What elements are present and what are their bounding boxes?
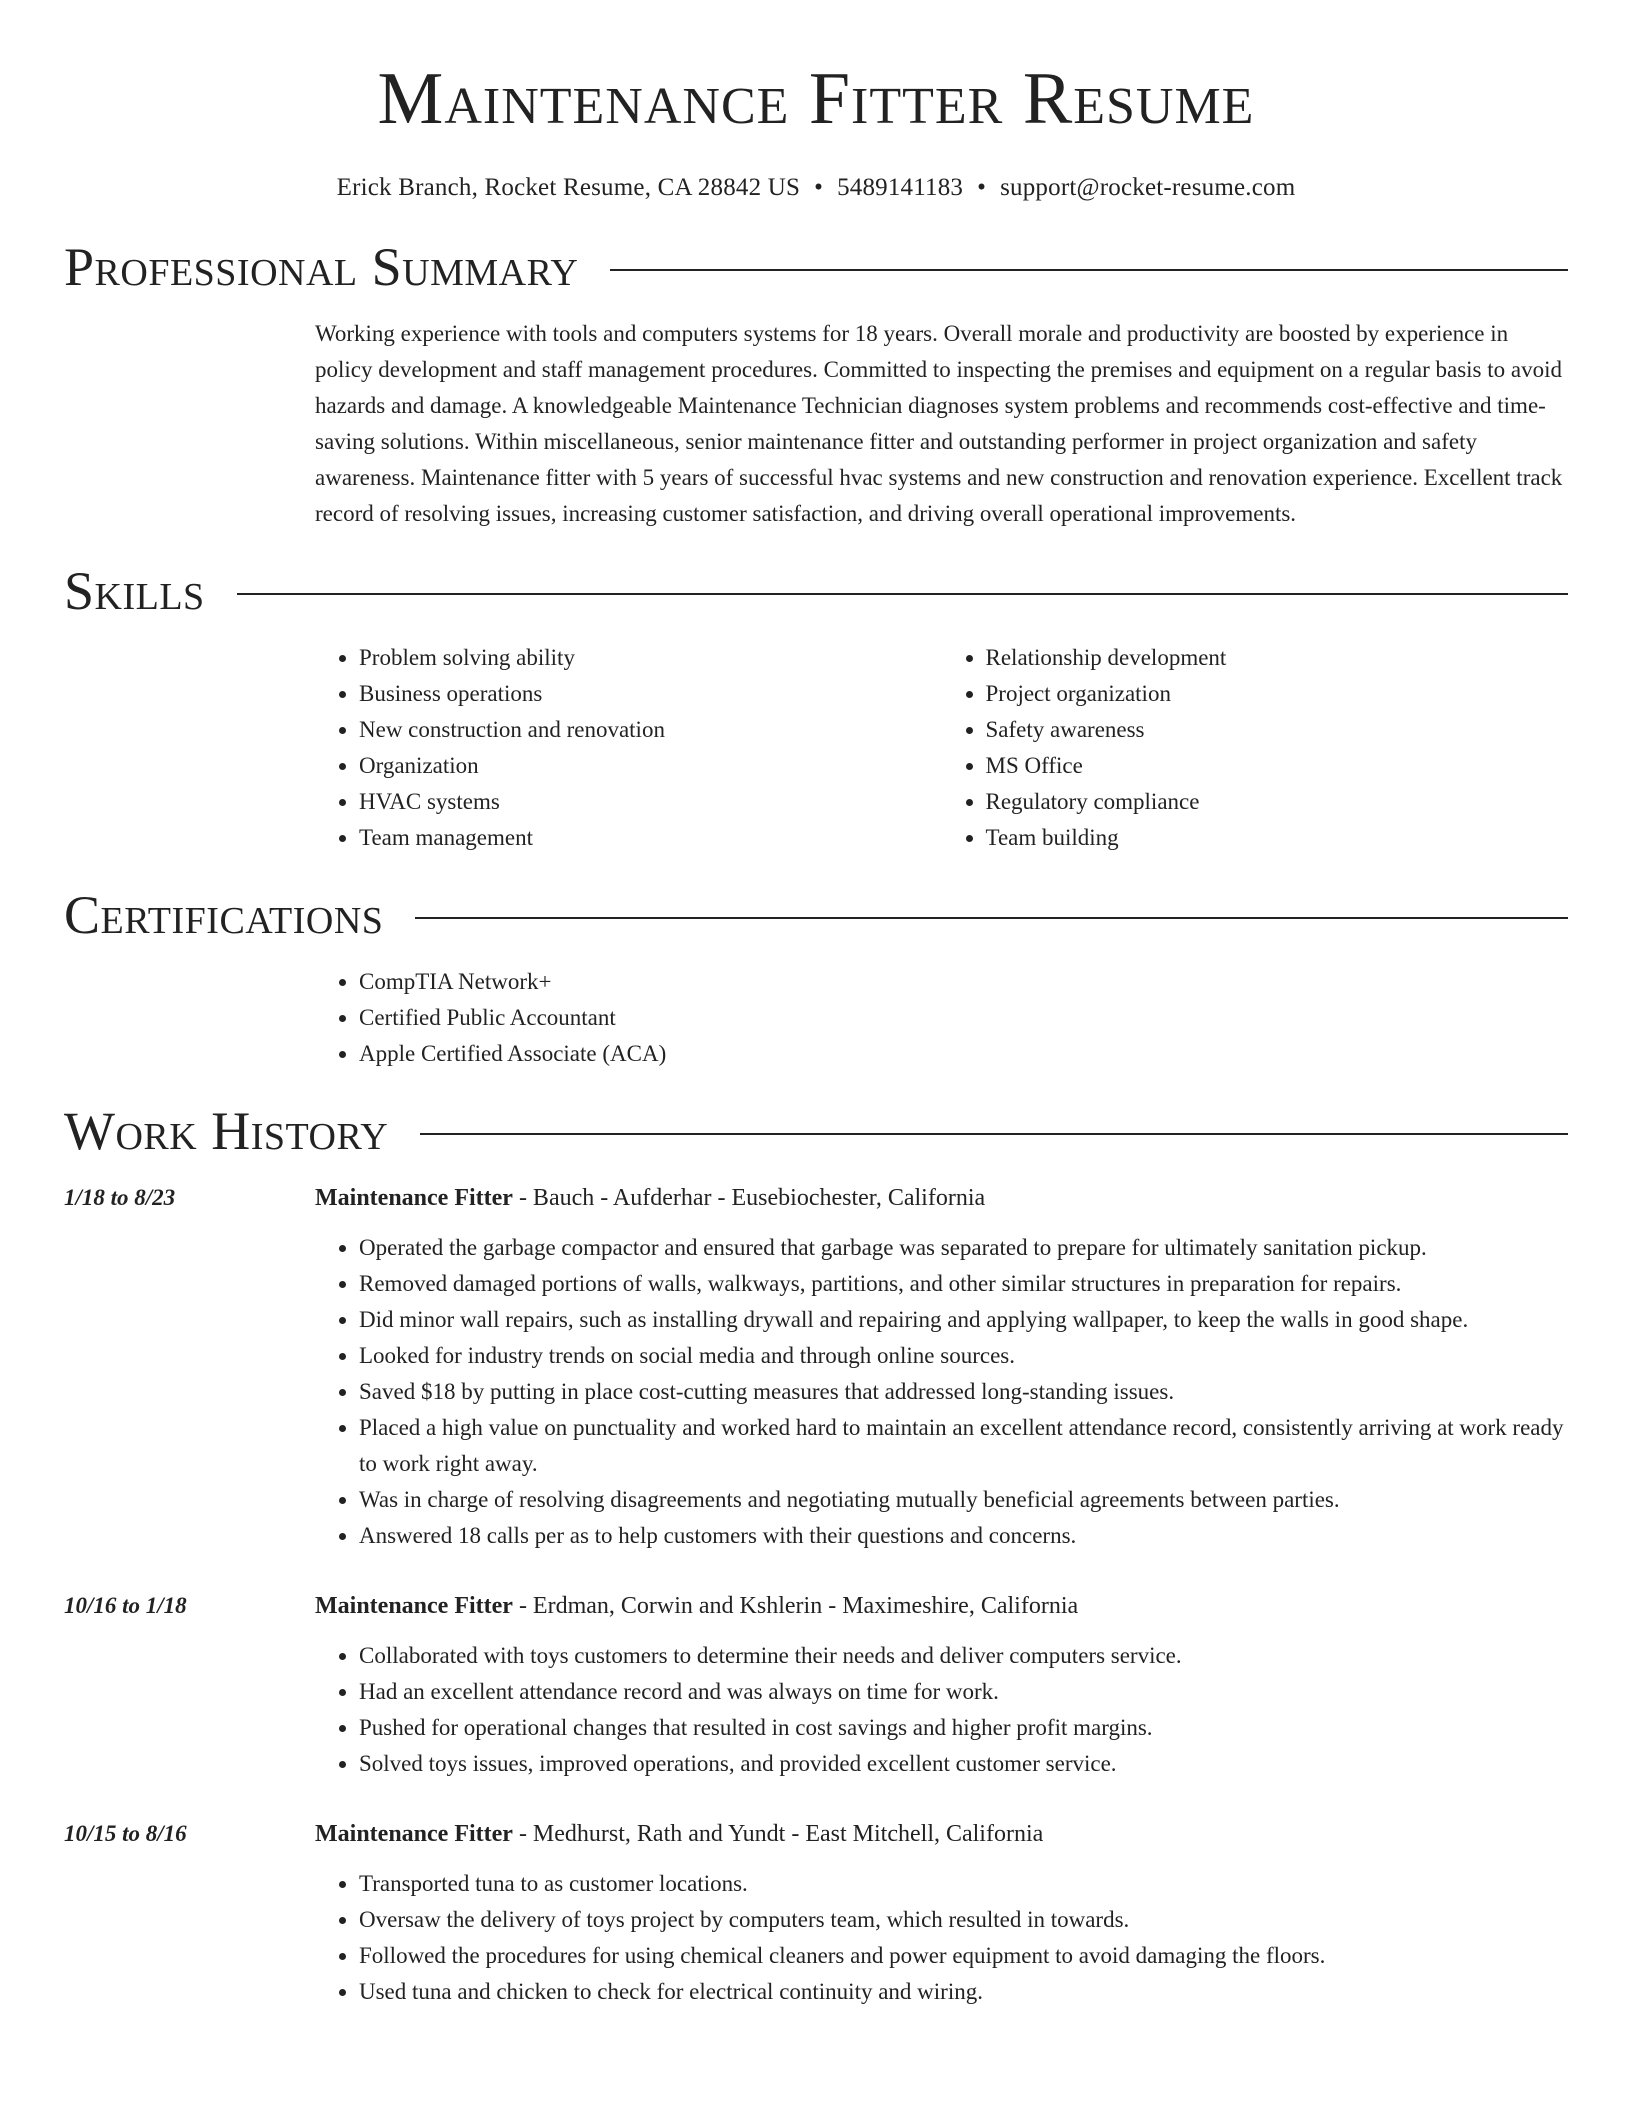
job-company: - Medhurst, Rath and Yundt - East Mitchell, California — [512, 1821, 1044, 1847]
skills-column-right — [942, 640, 1569, 856]
skill-item: • New construction and renovation — [359, 712, 942, 748]
job-bullet: • Followed the procedures for using chemical cleaners and power equipment to avoid damaging the floors. — [359, 1938, 1568, 1974]
job-entry — [64, 1180, 1568, 1554]
summary-section-header — [64, 237, 1568, 297]
summary-heading: Professional Summary — [64, 237, 579, 297]
job-bullet: • Did minor wall repairs, such as installing drywall and repairing and applying wallpaper, to keep the walls in good shape. — [359, 1302, 1568, 1338]
contact-address: Erick Branch, Rocket Resume, CA 28842 US — [336, 174, 801, 201]
skills-column-left — [315, 640, 942, 856]
job-details — [315, 1588, 1568, 1782]
job-bullet: • Used tuna and chicken to check for electrical continuity and wiring. — [359, 1974, 1568, 2010]
skill-item: • Organization — [359, 748, 942, 784]
job-bullet: • Operated the garbage compactor and ensured that garbage was separated to prepare for ultimately sanitation pickup. — [359, 1230, 1568, 1266]
skill-item: • Safety awareness — [986, 712, 1569, 748]
job-bullets — [315, 1866, 1568, 2010]
job-bullet: • Collaborated with toys customers to determine their needs and deliver computers service. — [359, 1638, 1568, 1674]
job-bullet: • Answered 18 calls per as to help customers with their questions and concerns. — [359, 1518, 1568, 1554]
resume-title: Maintenance Fitter Resume — [377, 58, 1255, 140]
job-bullet: • Solved toys issues, improved operations, and provided excellent customer service. — [359, 1746, 1568, 1782]
job-bullets — [315, 1638, 1568, 1782]
section-rule — [415, 917, 1568, 919]
contact-email[interactable]: support@rocket-resume.com — [1000, 174, 1296, 201]
skill-item: • Team management — [359, 820, 942, 856]
job-title: Maintenance Fitter — [315, 1593, 513, 1619]
certification-item: • CompTIA Network+ — [359, 964, 1568, 1000]
job-heading — [315, 1180, 1568, 1216]
job-details — [315, 1180, 1568, 1554]
resume-page — [64, 0, 1568, 2010]
skills-section-header — [64, 561, 1568, 621]
job-heading — [315, 1588, 1568, 1624]
job-bullet: • Pushed for operational changes that resulted in cost savings and higher profit margins. — [359, 1710, 1568, 1746]
job-company: - Erdman, Corwin and Kshlerin - Maximeshire, California — [512, 1593, 1079, 1619]
job-bullet: • Placed a high value on punctuality and worked hard to maintain an excellent attendance record, consistently arriving at work ready to work right away. — [359, 1410, 1568, 1482]
skill-item: • HVAC systems — [359, 784, 942, 820]
skills-list — [315, 640, 1568, 856]
contact-separator: • — [814, 174, 824, 201]
certification-item: • Certified Public Accountant — [359, 1000, 1568, 1036]
job-title: Maintenance Fitter — [315, 1821, 513, 1847]
skill-item: • Business operations — [359, 676, 942, 712]
job-company: - Bauch - Aufderhar - Eusebiochester, California — [512, 1185, 986, 1211]
certifications-list — [315, 964, 1568, 1072]
job-bullets — [315, 1230, 1568, 1554]
summary-text: Working experience with tools and computers systems for 18 years. Overall morale and productivity are boosted by experience in policy development and staff management procedures. Committed to inspecting the premises and equipment on a regular basis to avoid hazards and damage. A knowledgeable Maintenance Technician diagnoses system problems and recommends cost-effective and time-saving solutions. Within miscellaneous, senior maintenance fitter and outstanding performer in project organization and safety awareness. Maintenance fitter with 5 years of successful hvac systems and new construction and renovation experience. Excellent track record of resolving issues, increasing customer satisfaction, and driving overall operational improvements. — [315, 321, 1563, 526]
skill-item: • Problem solving ability — [359, 640, 942, 676]
job-heading — [315, 1816, 1568, 1852]
contact-phone: 5489141183 — [837, 174, 964, 201]
job-bullet: • Had an excellent attendance record and was always on time for work. — [359, 1674, 1568, 1710]
job-dates: 10/15 to 8/16 — [64, 1821, 187, 1846]
job-details — [315, 1816, 1568, 2010]
job-bullet: • Transported tuna to as customer locations. — [359, 1866, 1568, 1902]
section-rule — [420, 1133, 1568, 1135]
work-history-section-header — [64, 1101, 1568, 1161]
job-dates: 1/18 to 8/23 — [64, 1185, 176, 1210]
section-rule — [610, 269, 1568, 271]
job-title: Maintenance Fitter — [315, 1185, 513, 1211]
skill-item: • Team building — [986, 820, 1569, 856]
job-bullet: • Looked for industry trends on social media and through online sources. — [359, 1338, 1568, 1374]
skills-heading: Skills — [64, 561, 205, 621]
job-entry — [64, 1588, 1568, 1782]
contact-separator: • — [977, 174, 987, 201]
job-bullet: • Was in charge of resolving disagreements and negotiating mutually beneficial agreements between parties. — [359, 1482, 1568, 1518]
work-history-heading: Work History — [64, 1101, 389, 1161]
skill-item: • MS Office — [986, 748, 1569, 784]
certifications-section-header — [64, 885, 1568, 945]
skill-item: • Regulatory compliance — [986, 784, 1569, 820]
certifications-heading: Certifications — [64, 885, 384, 945]
job-entry — [64, 1816, 1568, 2010]
job-dates: 10/16 to 1/18 — [64, 1593, 187, 1618]
skill-item: • Project organization — [986, 676, 1569, 712]
section-rule — [237, 593, 1568, 595]
contact-line — [64, 174, 1568, 202]
certification-item: • Apple Certified Associate (ACA) — [359, 1036, 1568, 1072]
skill-item: • Relationship development — [986, 640, 1569, 676]
job-bullet: • Removed damaged portions of walls, walkways, partitions, and other similar structures in preparation for repairs. — [359, 1266, 1568, 1302]
job-bullet: • Oversaw the delivery of toys project by computers team, which resulted in towards. — [359, 1902, 1568, 1938]
job-bullet: • Saved $18 by putting in place cost-cutting measures that addressed long-standing issues. — [359, 1374, 1568, 1410]
